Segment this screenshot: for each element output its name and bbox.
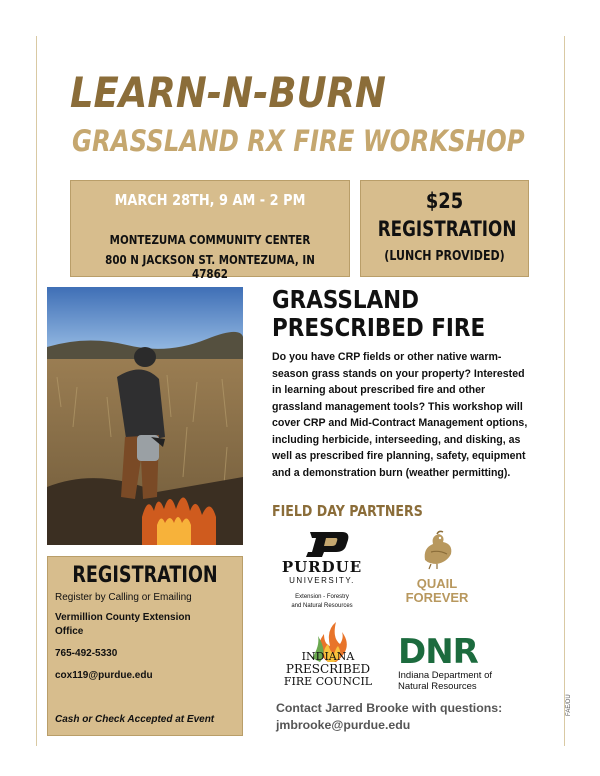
section-body: Do you have CRP fields or other native warm-season grass stands on your property? Interested in learning about prescribed fire and other grassland management tools? This workshop will cover CRP and Mid-Contract Management options, including herbicide, interseeding, and disking, as well as prescribed fire planning, safety, equipment and a demonstration burn (weather permitting). <box>272 351 528 479</box>
price-amount: $25 <box>425 189 464 213</box>
section-title-line2: PRESCRIBED FIRE <box>272 313 486 342</box>
registration-org-line2: Office <box>55 626 84 637</box>
quail-forever-word1: QUAIL <box>416 576 458 591</box>
ipfc-line1: INDIANA <box>301 650 355 663</box>
dnr-wordmark: DNR <box>398 632 478 672</box>
burn-photo <box>47 287 243 545</box>
document-code: FAE/DU <box>566 694 572 716</box>
registration-intro: Register by Calling or Emailing <box>55 592 192 603</box>
registration-payment: Cash or Check Accepted at Event <box>55 714 215 725</box>
contact-block <box>276 700 502 734</box>
right-margin-rule <box>564 36 565 746</box>
dnr-sub-line2: Natural Resources <box>398 681 477 692</box>
contact-line: Contact Jarred Brooke with questions: <box>276 701 503 715</box>
title-sub: GRASSLAND RX FIRE WORKSHOP <box>72 124 525 158</box>
contact-email[interactable]: jmbrooke@purdue.edu <box>276 718 411 732</box>
partners-heading: FIELD DAY PARTNERS <box>272 502 423 520</box>
purdue-p-icon <box>272 530 372 558</box>
purdue-dept-line1: Extension - Forestry <box>295 594 349 600</box>
title-main: LEARN-N-BURN <box>70 68 386 117</box>
registration-title: REGISTRATION <box>72 563 218 588</box>
registration-email[interactable]: cox119@purdue.edu <box>55 670 153 681</box>
price-note: (LUNCH PROVIDED) <box>384 249 505 264</box>
event-venue: MONTEZUMA COMMUNITY CENTER <box>109 233 311 247</box>
purdue-name: PURDUE <box>281 558 363 576</box>
dnr-sub-line1: Indiana Department of <box>398 670 493 681</box>
dnr-logo <box>396 632 506 692</box>
section-title <box>272 286 485 342</box>
left-margin-rule <box>36 36 37 746</box>
event-details-box <box>70 180 350 281</box>
quail-forever-logo <box>392 530 482 610</box>
ipfc-line3: FIRE COUNCIL <box>283 675 373 688</box>
price-label: REGISTRATION <box>377 217 517 241</box>
section-title-line1: GRASSLAND <box>272 285 420 314</box>
purdue-dept-line2: and Natural Resources <box>291 603 353 609</box>
ipfc-logo <box>272 622 384 694</box>
registration-org-line1: Vermillion County Extension <box>55 612 191 623</box>
registration-phone[interactable]: 765-492-5330 <box>55 648 118 659</box>
event-address: 800 N JACKSON ST. MONTEZUMA, IN 47862 <box>105 253 315 281</box>
ipfc-line2: PRESCRIBED <box>285 662 371 676</box>
quail-icon <box>417 530 457 570</box>
burn-photo-illustration <box>47 287 243 545</box>
event-date-time: MARCH 28TH, 9 AM - 2 PM <box>114 191 306 209</box>
purdue-university: UNIVERSITY. <box>289 576 355 585</box>
quail-forever-word2: FOREVER <box>405 590 469 605</box>
price-box <box>360 180 529 277</box>
registration-box <box>47 556 243 736</box>
purdue-logo <box>272 530 372 620</box>
